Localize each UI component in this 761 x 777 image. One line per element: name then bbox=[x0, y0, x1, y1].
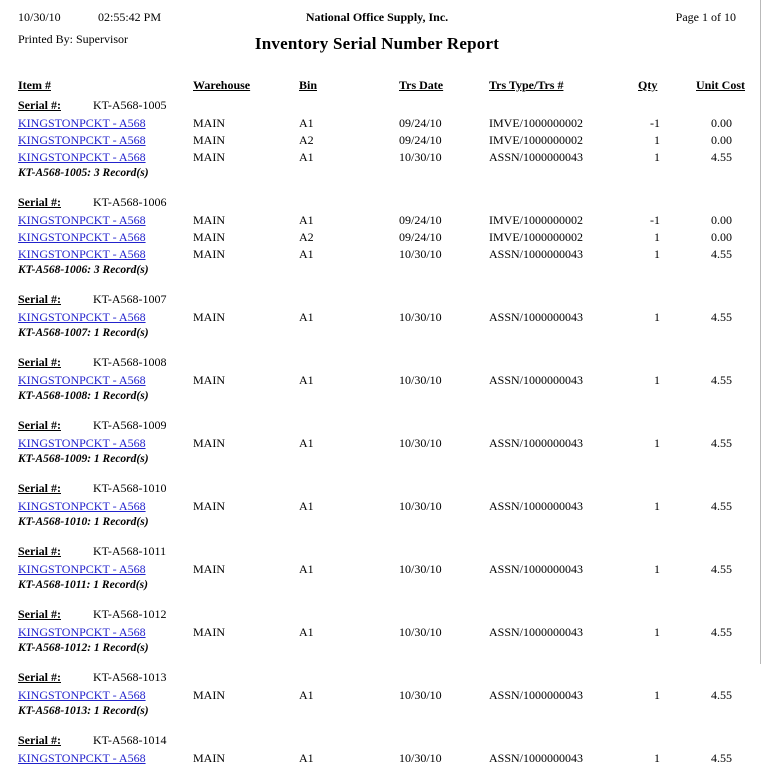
cell-warehouse: MAIN bbox=[193, 499, 225, 513]
group-total-label: KT-A568-1006: 3 Record(s) bbox=[18, 264, 149, 276]
group-total-label: KT-A568-1011: 1 Record(s) bbox=[18, 579, 148, 591]
printed-by: Printed By: Supervisor bbox=[18, 32, 128, 46]
cell-trs-date: 10/30/10 bbox=[399, 751, 442, 765]
item-link[interactable]: KINGSTONPCKT - A568 bbox=[18, 373, 146, 387]
page-indicator: Page 1 of 10 bbox=[675, 10, 736, 24]
cell-warehouse: MAIN bbox=[193, 310, 225, 324]
cell-warehouse: MAIN bbox=[193, 213, 225, 227]
serial-group bbox=[18, 481, 736, 535]
cell-qty: 1 bbox=[654, 688, 660, 702]
cell-trs-date: 10/30/10 bbox=[399, 373, 442, 387]
cell-trs-type: ASSN/1000000043 bbox=[489, 688, 584, 702]
cell-bin: A1 bbox=[299, 150, 314, 164]
group-spacer bbox=[18, 535, 736, 544]
cell-unit-cost: 4.55 bbox=[711, 625, 732, 639]
cell-bin: A1 bbox=[299, 310, 314, 324]
table-row bbox=[18, 213, 736, 230]
cell-unit-cost: 4.55 bbox=[711, 150, 732, 164]
item-link[interactable]: KINGSTONPCKT - A568 bbox=[18, 562, 146, 576]
cell-bin: A1 bbox=[299, 751, 314, 765]
cell-qty: 1 bbox=[654, 436, 660, 450]
item-link[interactable]: KINGSTONPCKT - A568 bbox=[18, 133, 146, 147]
cell-unit-cost: 4.55 bbox=[711, 373, 732, 387]
cell-warehouse: MAIN bbox=[193, 625, 225, 639]
cell-qty: 1 bbox=[654, 625, 660, 639]
cell-bin: A1 bbox=[299, 688, 314, 702]
cell-warehouse: MAIN bbox=[193, 751, 225, 765]
cell-unit-cost: 0.00 bbox=[711, 116, 732, 130]
cell-trs-date: 09/24/10 bbox=[399, 230, 442, 244]
cell-unit-cost: 4.55 bbox=[711, 310, 732, 324]
group-total bbox=[18, 516, 736, 535]
table-row bbox=[18, 230, 736, 247]
serial-label: Serial #: bbox=[18, 418, 61, 432]
group-total bbox=[18, 453, 736, 472]
report-header-row bbox=[18, 10, 736, 28]
cell-qty: -1 bbox=[650, 116, 660, 130]
group-spacer bbox=[18, 724, 736, 733]
item-link[interactable]: KINGSTONPCKT - A568 bbox=[18, 499, 146, 513]
group-total bbox=[18, 705, 736, 724]
table-row bbox=[18, 310, 736, 327]
group-total-label: KT-A568-1010: 1 Record(s) bbox=[18, 516, 149, 528]
cell-trs-date: 10/30/10 bbox=[399, 310, 442, 324]
serial-label: Serial #: bbox=[18, 355, 61, 369]
cell-trs-date: 10/30/10 bbox=[399, 150, 442, 164]
item-link[interactable]: KINGSTONPCKT - A568 bbox=[18, 116, 146, 130]
item-link[interactable]: KINGSTONPCKT - A568 bbox=[18, 150, 146, 164]
group-total bbox=[18, 264, 736, 283]
serial-value: KT-A568-1013 bbox=[93, 670, 167, 684]
serial-line bbox=[18, 733, 736, 751]
group-spacer bbox=[18, 472, 736, 481]
group-total bbox=[18, 327, 736, 346]
group-spacer bbox=[18, 768, 736, 777]
column-header-warehouse: Warehouse bbox=[193, 78, 251, 92]
cell-trs-type: ASSN/1000000043 bbox=[489, 625, 584, 639]
cell-warehouse: MAIN bbox=[193, 247, 225, 261]
serial-group bbox=[18, 544, 736, 598]
serial-group bbox=[18, 355, 736, 409]
serial-value: KT-A568-1011 bbox=[93, 544, 167, 558]
cell-trs-type: ASSN/1000000043 bbox=[489, 751, 584, 765]
serial-value: KT-A568-1009 bbox=[93, 418, 167, 432]
cell-trs-date: 10/30/10 bbox=[399, 688, 442, 702]
serial-label: Serial #: bbox=[18, 733, 61, 747]
cell-unit-cost: 4.55 bbox=[711, 562, 732, 576]
cell-warehouse: MAIN bbox=[193, 133, 225, 147]
table-row bbox=[18, 751, 736, 768]
cell-trs-type: IMVE/1000000002 bbox=[489, 116, 583, 130]
table-row bbox=[18, 150, 736, 167]
item-link[interactable]: KINGSTONPCKT - A568 bbox=[18, 213, 146, 227]
serial-label: Serial #: bbox=[18, 98, 61, 112]
item-link[interactable]: KINGSTONPCKT - A568 bbox=[18, 625, 146, 639]
serial-group bbox=[18, 98, 736, 186]
group-total-label: KT-A568-1007: 1 Record(s) bbox=[18, 327, 149, 339]
cell-trs-type: ASSN/1000000043 bbox=[489, 310, 584, 324]
group-spacer bbox=[18, 283, 736, 292]
table-row bbox=[18, 247, 736, 264]
cell-trs-type: ASSN/1000000043 bbox=[489, 499, 584, 513]
item-link[interactable]: KINGSTONPCKT - A568 bbox=[18, 230, 146, 244]
cell-bin: A1 bbox=[299, 499, 314, 513]
cell-warehouse: MAIN bbox=[193, 688, 225, 702]
cell-unit-cost: 0.00 bbox=[711, 133, 732, 147]
cell-qty: 1 bbox=[654, 751, 660, 765]
cell-trs-date: 10/30/10 bbox=[399, 499, 442, 513]
page-title: Inventory Serial Number Report bbox=[254, 34, 500, 53]
serial-line bbox=[18, 355, 736, 373]
serial-group bbox=[18, 733, 736, 768]
column-header-trs-date: Trs Date bbox=[399, 78, 444, 92]
serial-line bbox=[18, 418, 736, 436]
serial-line bbox=[18, 481, 736, 499]
cell-bin: A2 bbox=[299, 133, 314, 147]
serial-group bbox=[18, 292, 736, 346]
item-link[interactable]: KINGSTONPCKT - A568 bbox=[18, 310, 146, 324]
group-total-label: KT-A568-1008: 1 Record(s) bbox=[18, 390, 149, 402]
serial-line bbox=[18, 607, 736, 625]
cell-trs-type: ASSN/1000000043 bbox=[489, 150, 584, 164]
serial-label: Serial #: bbox=[18, 607, 61, 621]
cell-qty: 1 bbox=[654, 230, 660, 244]
serial-value: KT-A568-1006 bbox=[93, 195, 167, 209]
cell-bin: A2 bbox=[299, 230, 314, 244]
cell-unit-cost: 4.55 bbox=[711, 751, 732, 765]
cell-trs-date: 10/30/10 bbox=[399, 625, 442, 639]
serial-label: Serial #: bbox=[18, 670, 61, 684]
cell-trs-date: 10/30/10 bbox=[399, 436, 442, 450]
column-header-qty: Qty bbox=[638, 78, 658, 92]
cell-unit-cost: 0.00 bbox=[711, 230, 732, 244]
group-total bbox=[18, 579, 736, 598]
table-row bbox=[18, 688, 736, 705]
print-date: 10/30/10 bbox=[18, 10, 61, 24]
group-spacer bbox=[18, 598, 736, 607]
serial-group bbox=[18, 195, 736, 283]
serial-group bbox=[18, 670, 736, 724]
cell-unit-cost: 4.55 bbox=[711, 499, 732, 513]
cell-trs-date: 09/24/10 bbox=[399, 116, 442, 130]
cell-bin: A1 bbox=[299, 247, 314, 261]
table-row bbox=[18, 436, 736, 453]
serial-group bbox=[18, 607, 736, 661]
cell-bin: A1 bbox=[299, 116, 314, 130]
cell-qty: 1 bbox=[654, 247, 660, 261]
cell-warehouse: MAIN bbox=[193, 230, 225, 244]
serial-line bbox=[18, 670, 736, 688]
group-spacer bbox=[18, 186, 736, 195]
cell-bin: A1 bbox=[299, 373, 314, 387]
serial-value: KT-A568-1014 bbox=[93, 733, 167, 747]
cell-warehouse: MAIN bbox=[193, 436, 225, 450]
group-total-label: KT-A568-1012: 1 Record(s) bbox=[18, 642, 149, 654]
serial-label: Serial #: bbox=[18, 292, 61, 306]
group-total bbox=[18, 167, 736, 186]
serial-value: KT-A568-1005 bbox=[93, 98, 167, 112]
cell-unit-cost: 4.55 bbox=[711, 247, 732, 261]
cell-trs-type: ASSN/1000000043 bbox=[489, 562, 584, 576]
serial-label: Serial #: bbox=[18, 195, 61, 209]
serial-group bbox=[18, 418, 736, 472]
item-link[interactable]: KINGSTONPCKT - A568 bbox=[18, 688, 146, 702]
table-row bbox=[18, 625, 736, 642]
cell-qty: 1 bbox=[654, 150, 660, 164]
group-total-label: KT-A568-1013: 1 Record(s) bbox=[18, 705, 149, 717]
group-total bbox=[18, 642, 736, 661]
item-link[interactable]: KINGSTONPCKT - A568 bbox=[18, 436, 146, 450]
serial-value: KT-A568-1012 bbox=[93, 607, 167, 621]
column-headers bbox=[18, 78, 746, 98]
report-body bbox=[18, 10, 746, 777]
serial-value: KT-A568-1007 bbox=[93, 292, 167, 306]
cell-bin: A1 bbox=[299, 562, 314, 576]
table-row bbox=[18, 373, 736, 390]
group-total-label: KT-A568-1009: 1 Record(s) bbox=[18, 453, 149, 465]
cell-warehouse: MAIN bbox=[193, 373, 225, 387]
cell-unit-cost: 4.55 bbox=[711, 436, 732, 450]
table-row bbox=[18, 499, 736, 516]
serial-line bbox=[18, 544, 736, 562]
cell-unit-cost: 4.55 bbox=[711, 688, 732, 702]
company-name: National Office Supply, Inc. bbox=[305, 10, 449, 24]
cell-bin: A1 bbox=[299, 436, 314, 450]
serial-line bbox=[18, 292, 736, 310]
column-header-unit-cost: Unit Cost bbox=[696, 78, 746, 92]
cell-trs-type: ASSN/1000000043 bbox=[489, 436, 584, 450]
report-header bbox=[18, 10, 736, 58]
item-link[interactable]: KINGSTONPCKT - A568 bbox=[18, 247, 146, 261]
group-spacer bbox=[18, 661, 736, 670]
cell-warehouse: MAIN bbox=[193, 150, 225, 164]
group-total bbox=[18, 390, 736, 409]
serial-line bbox=[18, 98, 736, 116]
cell-unit-cost: 0.00 bbox=[711, 213, 732, 227]
cell-trs-date: 09/24/10 bbox=[399, 133, 442, 147]
serial-value: KT-A568-1010 bbox=[93, 481, 167, 495]
column-header-trs-type: Trs Type/Trs # bbox=[489, 78, 564, 92]
cell-trs-date: 09/24/10 bbox=[399, 213, 442, 227]
group-spacer bbox=[18, 346, 736, 355]
item-link[interactable]: KINGSTONPCKT - A568 bbox=[18, 751, 146, 765]
print-time: 02:55:42 PM bbox=[98, 10, 162, 24]
cell-bin: A1 bbox=[299, 213, 314, 227]
cell-qty: 1 bbox=[654, 562, 660, 576]
serial-label: Serial #: bbox=[18, 481, 61, 495]
serial-value: KT-A568-1008 bbox=[93, 355, 167, 369]
cell-trs-type: ASSN/1000000043 bbox=[489, 247, 584, 261]
serial-label: Serial #: bbox=[18, 544, 61, 558]
cell-trs-date: 10/30/10 bbox=[399, 247, 442, 261]
serial-line bbox=[18, 195, 736, 213]
cell-trs-type: IMVE/1000000002 bbox=[489, 230, 583, 244]
cell-qty: 1 bbox=[654, 499, 660, 513]
table-row bbox=[18, 562, 736, 579]
cell-trs-date: 10/30/10 bbox=[399, 562, 442, 576]
cell-trs-type: ASSN/1000000043 bbox=[489, 373, 584, 387]
table-row bbox=[18, 116, 736, 133]
serial-groups bbox=[18, 98, 736, 777]
cell-qty: 1 bbox=[654, 310, 660, 324]
cell-warehouse: MAIN bbox=[193, 116, 225, 130]
cell-qty: -1 bbox=[650, 213, 660, 227]
column-header-item: Item # bbox=[18, 78, 51, 92]
table-row bbox=[18, 133, 736, 150]
group-total-label: KT-A568-1005: 3 Record(s) bbox=[18, 167, 149, 179]
cell-qty: 1 bbox=[654, 373, 660, 387]
cell-warehouse: MAIN bbox=[193, 562, 225, 576]
cell-bin: A1 bbox=[299, 625, 314, 639]
cell-trs-type: IMVE/1000000002 bbox=[489, 213, 583, 227]
column-header-bin: Bin bbox=[299, 78, 318, 92]
cell-trs-type: IMVE/1000000002 bbox=[489, 133, 583, 147]
group-spacer bbox=[18, 409, 736, 418]
cell-qty: 1 bbox=[654, 133, 660, 147]
